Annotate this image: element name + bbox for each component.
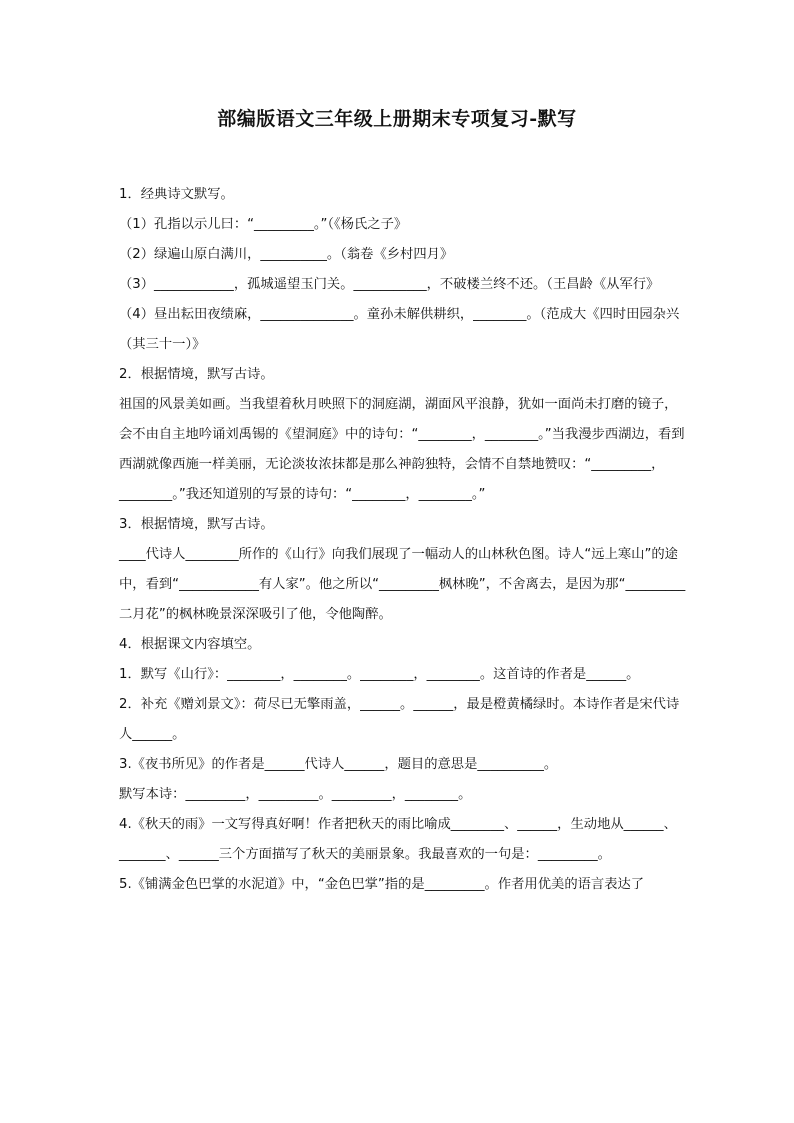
question-1-item-1: （1）孔指以示儿曰：“_________。”（《杨氏之子》 xyxy=(119,217,408,232)
question-4-heading: 4．根据课文内容填空。 xyxy=(119,637,261,652)
question-2-passage: 祖国的风景美如画。当我望着秋月映照下的洞庭湖，湖面风平浪静，犹如一面尚未打磨的镜子，会不由自主地吟诵刘禹锡的《望洞庭》中的诗句：“________，________。”当我漫步西湖边，看到西湖就像西施一样美丽，无论淡妆浓抹都是那么神韵独特，会情不自禁地赞叹：“_________，________。”我还知道别的写景的诗句：“________，________。” xyxy=(119,397,685,502)
question-1-item-2: （2）绿遍山原白满川，__________。（翁卷《乡村四月》 xyxy=(119,247,454,262)
question-4-item-1: 1．默写《山行》：________，________。________，________。这首诗的作者是______。 xyxy=(119,667,640,682)
question-1-heading: 1．经典诗文默写。 xyxy=(119,187,234,202)
question-1-item-3: （3）____________，孤城遥望玉门关。___________，不破楼兰终不还。（王昌龄《从军行》 xyxy=(119,277,660,292)
question-2-heading: 2．根据情境，默写古诗。 xyxy=(119,367,274,382)
question-4-item-3: 3.《夜书所见》的作者是______代诗人______，题目的意思是__________。 xyxy=(119,757,558,772)
question-4-item-5: 5.《铺满金色巴掌的水泥道》中，“金色巴掌”指的是_________。作者用优美的语言表达了 xyxy=(119,877,645,892)
question-1-item-4: （4）昼出耘田夜绩麻，______________。童孙未解供耕织，________。（范成大《四时田园杂兴（其三十一）》 xyxy=(119,307,680,352)
question-3-passage: ____代诗人________所作的《山行》向我们展现了一幅动人的山林秋色图。诗人“远上寒山”的途中，看到“____________有人家”。他之所以“_________枫林晚”，不舍离去，是因为那“_________二月花”的枫林晚景深深吸引了他，令他陶醉。 xyxy=(119,547,686,622)
page-title: 部编版语文三年级上册期末专项复习-默写 xyxy=(217,108,577,130)
question-4-item-3-poem: 默写本诗：_________，_________。_________，________。 xyxy=(119,787,472,802)
question-4-item-4: 4.《秋天的雨》一文写得真好啊！作者把秋天的雨比喻成________、______，生动地从______、_______、______三个方面描写了秋天的美丽景象。我最喜欢的一句是：_________。 xyxy=(119,817,677,862)
question-3-heading: 3．根据情境，默写古诗。 xyxy=(119,517,274,532)
exercise-content xyxy=(119,180,689,900)
question-4-item-2: 2．补充《赠刘景文》：荷尽已无擎雨盖，______。______，最是橙黄橘绿时。本诗作者是宋代诗人______。 xyxy=(119,697,680,742)
